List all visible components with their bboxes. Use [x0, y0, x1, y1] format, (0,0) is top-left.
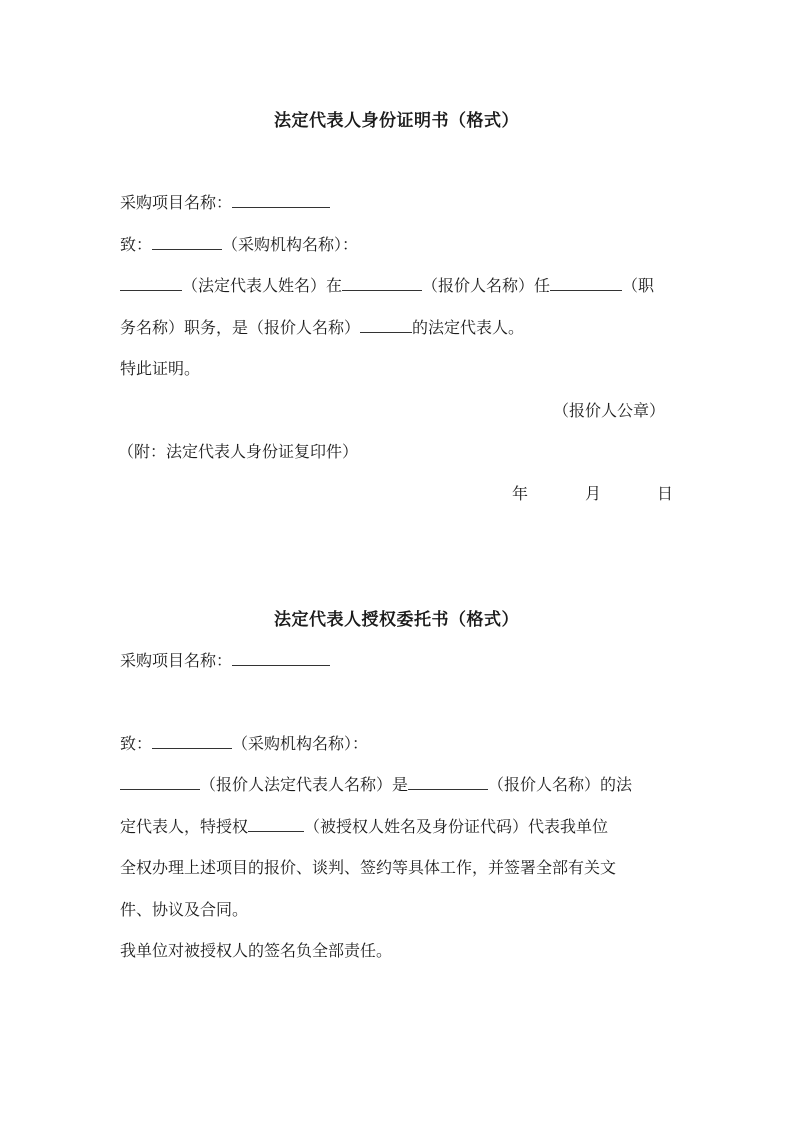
doc1-body-line2: [120, 315, 524, 338]
doc1-body-a: （法定代表人姓名）在: [182, 276, 343, 295]
doc2-responsibility: 我单位对被授权人的签名负全部责任。: [120, 941, 393, 960]
doc1-date-year: 年: [512, 484, 529, 503]
doc1-to-suffix: （采购机构名称）：: [222, 235, 359, 254]
doc1-body-d: 务名称）职务，是（报价人名称）: [120, 318, 361, 337]
doc1-certify: 特此证明。: [120, 359, 201, 378]
doc1-agency-blank[interactable]: [152, 235, 222, 250]
doc1-bidder-blank[interactable]: [342, 276, 422, 291]
doc1-body-c: （职: [622, 276, 655, 295]
doc1-date-day: 日: [657, 484, 674, 503]
doc1-project-blank[interactable]: [232, 193, 330, 208]
doc2-body-a: （报价人法定代表人名称）是: [200, 775, 409, 794]
doc2-rep-name-blank[interactable]: [120, 775, 200, 790]
doc1-attachment: （附：法定代表人身份证复印件）: [118, 442, 359, 461]
doc1-project-line: [120, 190, 330, 213]
doc1-title: 法定代表人身份证明书（格式）: [274, 111, 519, 131]
doc2-project-label: 采购项目名称：: [120, 651, 233, 670]
doc2-body-line4: 件、协议及合同。: [120, 900, 249, 919]
doc2-authorized-blank[interactable]: [248, 817, 304, 832]
doc1-to-line: [120, 232, 358, 255]
doc1-date-month: 月: [585, 484, 602, 503]
doc1-rep-name-blank[interactable]: [120, 276, 182, 291]
doc1-body-e: 的法定代表人。: [412, 318, 525, 337]
doc1-bidder2-blank[interactable]: [360, 318, 412, 333]
doc2-body-line1: [120, 772, 632, 795]
doc2-body-b: （报价人名称）的法: [488, 775, 633, 794]
doc2-body-d: （被授权人姓名及身份证代码）代表我单位: [304, 817, 609, 836]
doc1-to-prefix: 致：: [120, 235, 153, 254]
doc2-bidder-blank[interactable]: [408, 775, 488, 790]
doc2-title: 法定代表人授权委托书（格式）: [274, 610, 519, 630]
doc2-to-prefix: 致：: [120, 734, 153, 753]
doc2-project-blank[interactable]: [232, 651, 330, 666]
doc2-project-line: [120, 648, 330, 671]
doc2-body-line3: 全权办理上述项目的报价、谈判、签约等具体工作，并签署全部有关文: [120, 858, 617, 877]
doc2-to-line: [120, 731, 368, 754]
doc1-body-b: （报价人名称）任: [422, 276, 551, 295]
doc1-project-label: 采购项目名称：: [120, 193, 233, 212]
doc2-body-c: 定代表人，特授权: [120, 817, 249, 836]
doc1-body-line1: [120, 273, 654, 296]
doc1-position-blank[interactable]: [550, 276, 622, 291]
doc1-stamp-line: （报价人公章）: [553, 401, 666, 420]
doc2-to-suffix: （采购机构名称）：: [232, 734, 369, 753]
doc2-body-line2: [120, 814, 608, 837]
doc2-agency-blank[interactable]: [152, 734, 232, 749]
